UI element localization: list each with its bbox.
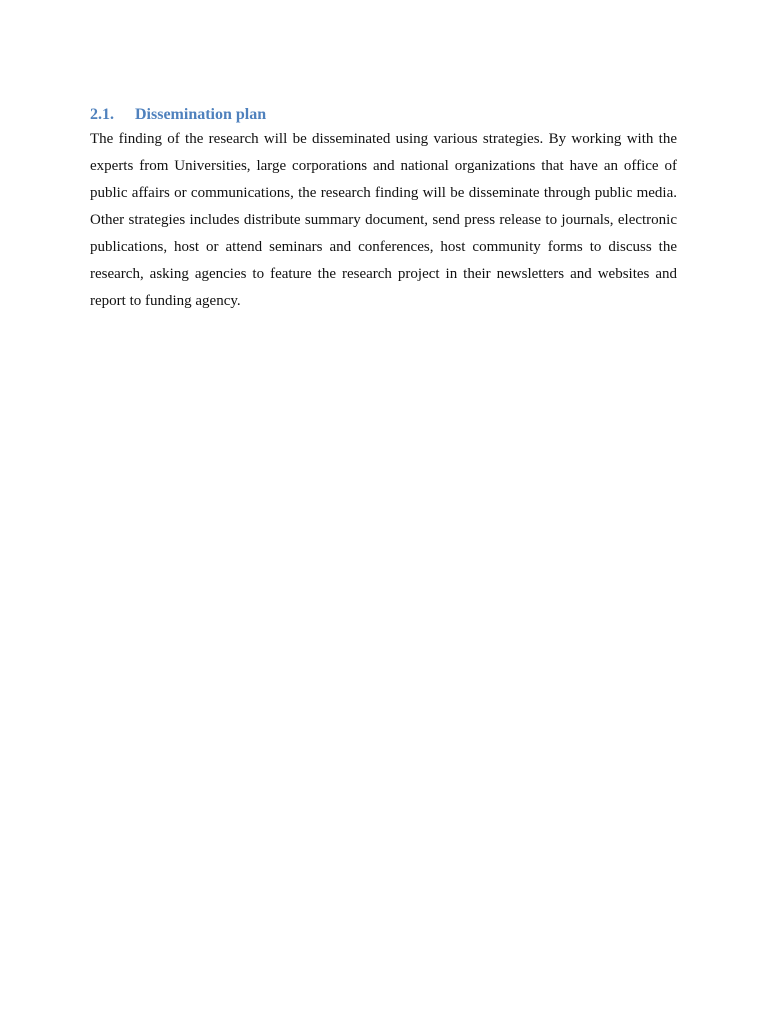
section-heading [90, 104, 677, 126]
section-content [90, 104, 677, 315]
section-number: 2.1. [90, 106, 114, 123]
section-paragraph: The finding of the research will be disseminated using various strategies. By working with the experts from Universities, large corporations and national organizations that have an office of public affairs or communications, the research finding will be disseminate through public media. Other strategies includes distribute summary document, send press release to journals, electronic publications, host or attend seminars and conferences, host community forms to discuss the research, asking agencies to feature the research project in their newsletters and websites and report to funding agency. [90, 131, 677, 309]
section-title: Dissemination plan [135, 106, 267, 123]
